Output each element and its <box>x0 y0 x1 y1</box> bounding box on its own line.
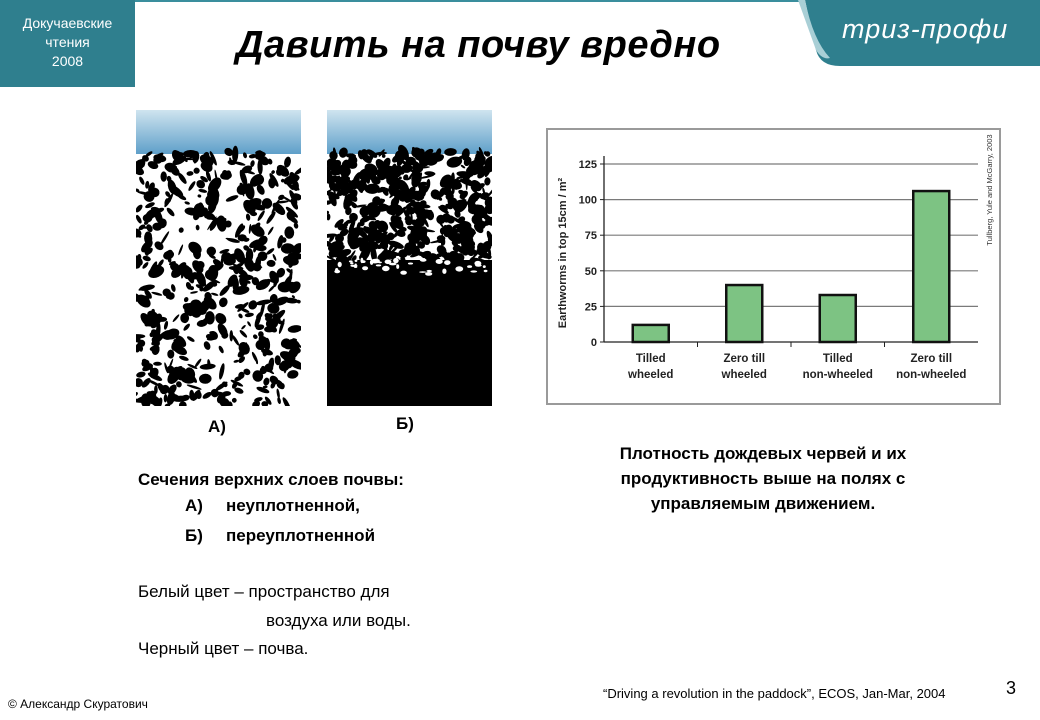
black-meaning-line: Черный цвет – почва. <box>138 639 309 658</box>
bar <box>633 325 669 342</box>
chart-caption-line-3: управляемым движением. <box>650 494 876 513</box>
item-b-text: переуплотненной <box>226 526 376 545</box>
image-label-b: Б) <box>396 414 414 433</box>
x-tick-label: non-wheeled <box>802 369 873 381</box>
image-label-a: А) <box>208 417 226 436</box>
y-tick-label: 0 <box>590 337 597 349</box>
soil-section-b-image <box>327 110 492 406</box>
copyright: © Александр Скуратович <box>8 697 148 711</box>
y-tick-label: 100 <box>578 194 597 207</box>
chart-source-note: Tullberg, Yule and McGarry, 2003 <box>985 134 994 246</box>
conference-year: 2008 <box>51 53 84 69</box>
earthworm-bar-chart <box>546 128 1001 405</box>
conference-line-1: Докучаевские <box>22 15 113 31</box>
y-tick-label: 125 <box>578 159 597 171</box>
y-tick-label: 50 <box>584 265 597 278</box>
x-tick-label: wheeled <box>721 369 767 381</box>
x-tick-label: non-wheeled <box>896 369 967 381</box>
y-axis-label: Earthworms in top 15cm / m² <box>557 177 569 329</box>
conference-badge <box>0 0 135 87</box>
y-tick-label: 75 <box>584 230 597 243</box>
x-tick-label: wheeled <box>628 369 674 381</box>
soil-heading: Сечения верхних слоев почвы: <box>138 470 404 489</box>
y-tick-label: 25 <box>584 301 597 314</box>
item-a-mark: А) <box>185 496 203 515</box>
chart-caption <box>558 441 968 516</box>
soil-section-a-image <box>136 110 301 406</box>
white-meaning-line-1: Белый цвет – пространство для <box>138 582 390 601</box>
chart-caption-line-2: продуктивность выше на полях с <box>620 469 906 488</box>
slide-title: Давить на почву вредно <box>236 24 721 66</box>
item-b-mark: Б) <box>185 526 203 545</box>
brand-name: триз-профи <box>842 14 1009 44</box>
bar <box>726 285 762 342</box>
source-citation: “Driving a revolution in the paddock”, ECOS, Jan-Mar, 2004 <box>603 686 946 701</box>
conference-line-2: чтения <box>45 34 90 50</box>
header-rule <box>135 0 805 2</box>
page-number: 3 <box>1006 678 1017 698</box>
chart-caption-line-1: Плотность дождевых червей и их <box>619 444 907 463</box>
x-tick-label: Tilled <box>635 353 666 365</box>
white-meaning-line-2: воздуха или воды. <box>266 611 411 630</box>
x-tick-label: Tilled <box>822 353 853 365</box>
item-a-text: неуплотненной, <box>226 496 360 515</box>
x-tick-label: Zero till <box>910 353 953 365</box>
bar <box>913 191 949 342</box>
x-tick-label: Zero till <box>723 353 766 365</box>
bar <box>820 295 856 342</box>
